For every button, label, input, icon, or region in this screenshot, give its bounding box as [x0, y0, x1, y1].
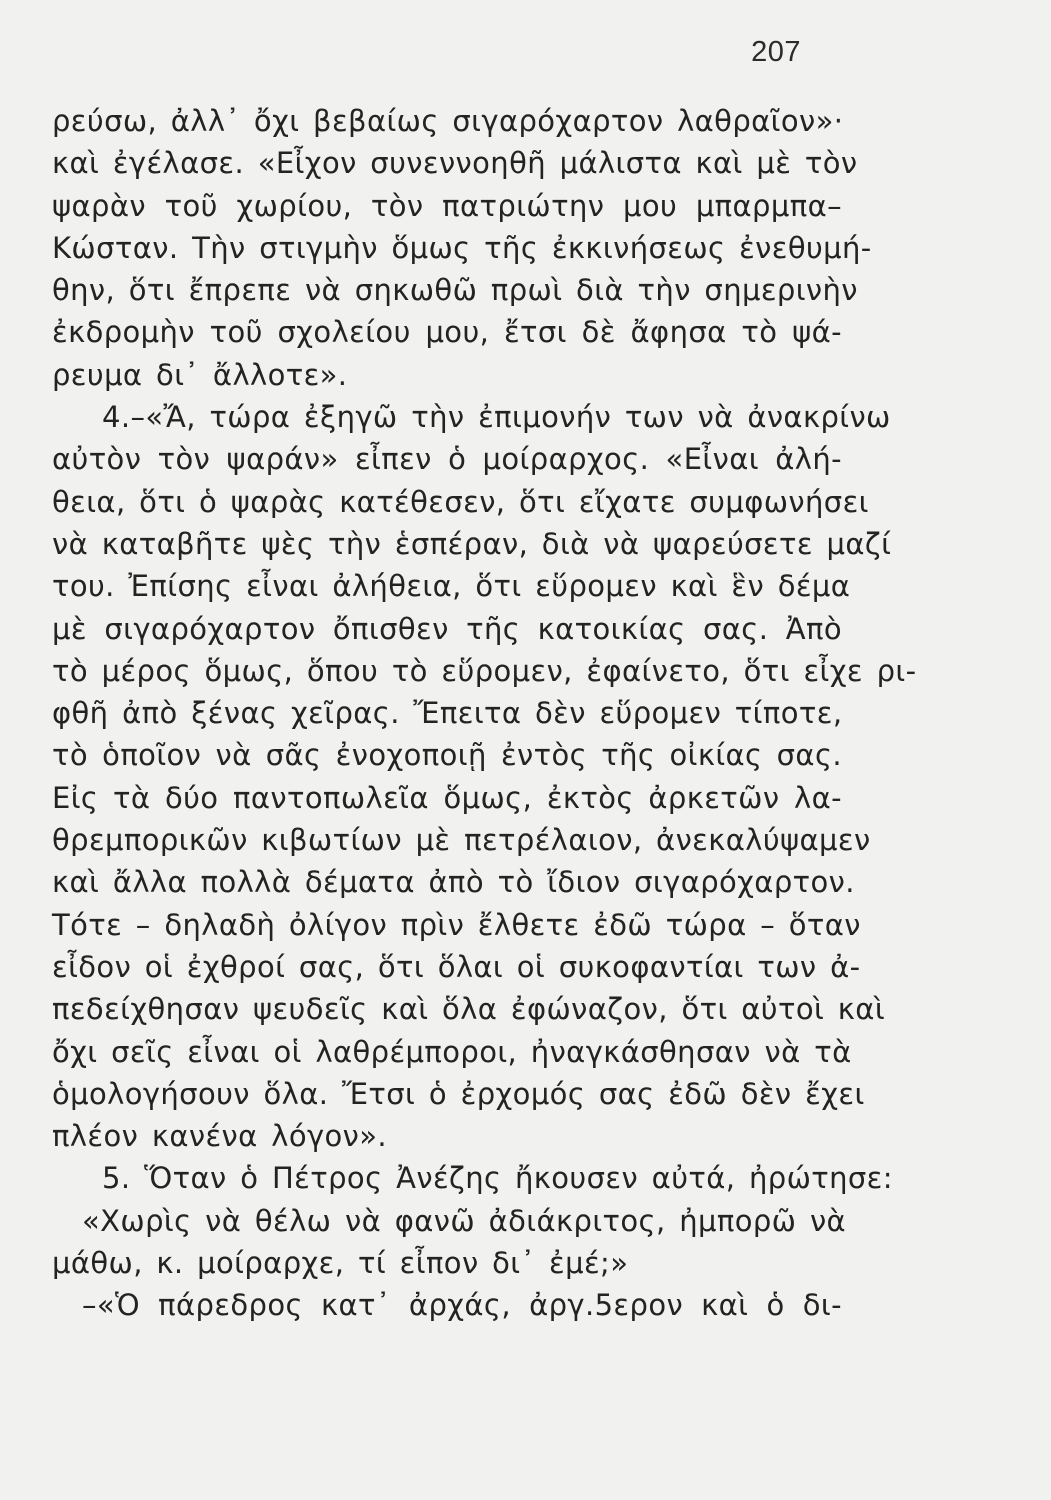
text-line: μάθω, κ. μοίραρχε, τί εἶπον δι᾽ ἐμέ;» [52, 1246, 629, 1281]
text-line: θην, ὅτι ἔπρεπε νὰ σηκωθῶ πρωὶ διὰ τὴν σημερινὴν [52, 273, 858, 308]
text-line: ἐκδρομὴν τοῦ σχολείου μου, ἔτσι δὲ ἄφησα τὸ ψά- [52, 315, 842, 350]
body-text [52, 100, 917, 1327]
text-line: «Χωρὶς νὰ θέλω νὰ φανῶ ἀδιάκριτος, ἠμπορῶ νὰ [82, 1203, 847, 1238]
text-line: ρεύσω, ἀλλ᾽ ὄχι βεβαίως σιγαρόχαρτον λαθραῖον»· [52, 104, 844, 138]
text-line: ὄχι σεῖς εἶναι οἱ λαθρέμποροι, ἠναγκάσθησαν νὰ τὰ [52, 1034, 852, 1069]
text-line: του. Ἐπίσης εἶναι ἀλήθεια, ὅτι εὕρομεν καὶ ἓν δέμα [52, 569, 851, 604]
text-line: πεδείχθησαν ψευδεῖς καὶ ὅλα ἐφώναζον, ὅτι αὐτοὶ καὶ [52, 992, 886, 1027]
text-line: τὸ μέρος ὅμως, ὅπου τὸ εὕρομεν, ἐφαίνετο, ὅτι εἶχε ρι- [52, 653, 917, 688]
text-line: εἶδον οἱ ἐχθροί σας, ὅτι ὅλαι οἱ συκοφαντίαι των ἀ- [52, 949, 861, 984]
text-line: Τότε – δηλαδὴ ὀλίγον πρὶν ἔλθετε ἐδῶ τώρα – ὅταν [52, 907, 861, 942]
text-line: αὐτὸν τὸν ψαράν» εἶπεν ὁ μοίραρχος. «Εἶναι ἀλή- [52, 442, 842, 477]
text-line: Κώσταν. Τὴν στιγμὴν ὅμως τῆς ἐκκινήσεως ἐνεθυμή- [52, 230, 872, 265]
text-line: ὁμολογήσουν ὅλα. Ἔτσι ὁ ἐρχομός σας ἐδῶ δὲν ἔχει [52, 1076, 865, 1111]
text-line: νὰ καταβῆτε ψὲς τὴν ἑσπέραν, διὰ νὰ ψαρεύσετε μαζί [52, 526, 892, 561]
text-line: θρεμπορικῶν κιβωτίων μὲ πετρέλαιον, ἀνεκαλύψαμεν [52, 823, 871, 858]
text-line: καὶ ἐγέλασε. «Εἶχον συνεννοηθῆ μάλιστα καὶ μὲ τὸν [52, 146, 858, 181]
text-line: 5. Ὅταν ὁ Πέτρος Ἀνέζης ἤκουσεν αὐτά, ἠρώτησε: [102, 1161, 893, 1196]
text-line: –«Ὁ πάρεδρος κατ᾽ ἀρχάς, ἀργ.5ερον καὶ ὁ δι- [82, 1288, 842, 1323]
text-line: ρευμα δι᾽ ἄλλοτε». [52, 357, 348, 392]
text-line: Εἰς τὰ δύο παντοπωλεῖα ὅμως, ἐκτὸς ἀρκετῶν λα- [52, 780, 842, 815]
text-line: μὲ σιγαρόχαρτον ὄπισθεν τῆς κατοικίας σας. Ἀπὸ [52, 611, 842, 646]
text-line: ψαρὰν τοῦ χωρίου, τὸν πατριώτην μου μπαρμπα– [52, 188, 842, 223]
text-line: πλέον κανένα λόγον». [52, 1119, 388, 1154]
page-number: 207 [751, 36, 801, 68]
text-line: θεια, ὅτι ὁ ψαρὰς κατέθεσεν, ὅτι εἴχατε συμφωνήσει [52, 484, 869, 519]
text-line: τὸ ὁποῖον νὰ σᾶς ἐνοχοποιῇ ἐντὸς τῆς οἰκίας σας. [52, 738, 842, 773]
text-line: φθῆ ἀπὸ ξένας χεῖρας. Ἔπειτα δὲν εὕρομεν τίποτε, [52, 696, 843, 731]
text-line: 4.–«Ἄ, τώρα ἐξηγῶ τὴν ἐπιμονήν των νὰ ἀνακρίνω [102, 400, 891, 435]
text-line: καὶ ἄλλα πολλὰ δέματα ἀπὸ τὸ ἴδιον σιγαρόχαρτον. [52, 865, 855, 900]
